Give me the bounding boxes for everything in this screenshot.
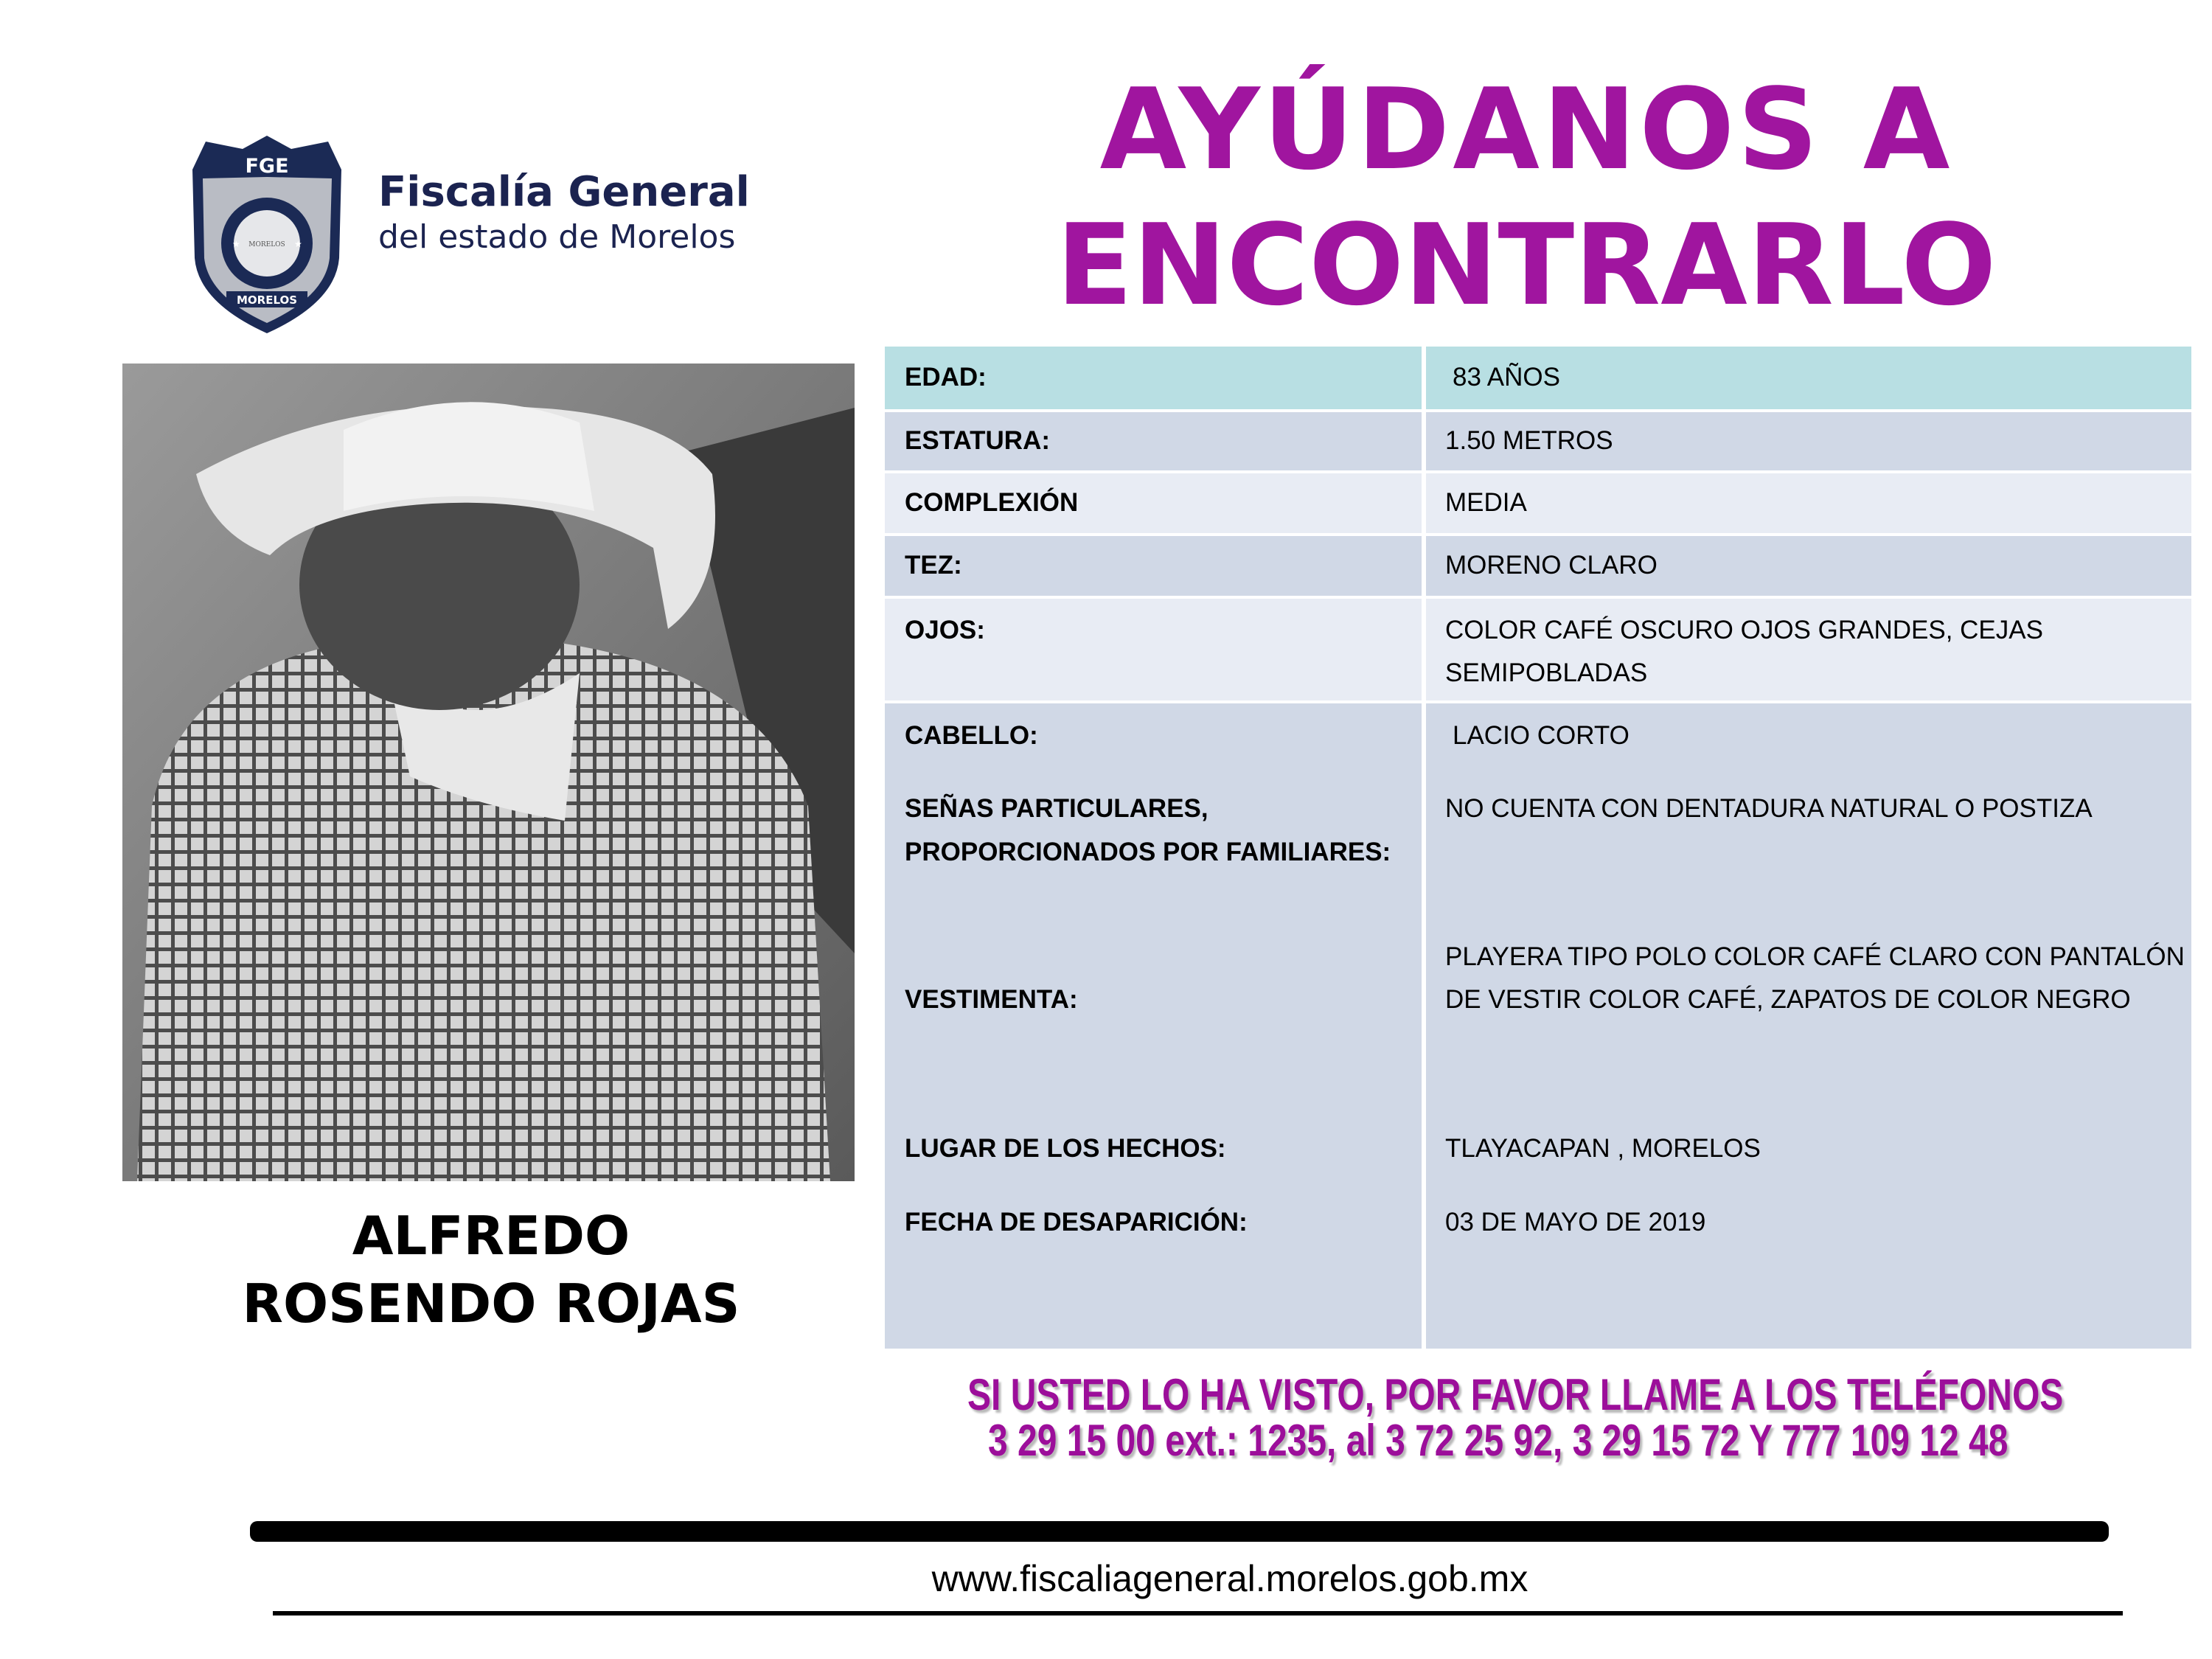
value-fecha: 03 DE MAYO DE 2019 [1445,1208,1706,1237]
person-name-line1: ALFREDO [352,1205,630,1267]
value-lugar: TLAYACAPAN , MORELOS [1445,1134,1761,1163]
value-cabello: LACIO CORTO [1453,721,1630,750]
svg-text:MORELOS: MORELOS [248,241,285,248]
label-tez: TEZ: [905,551,962,580]
value-ojos-line1: COLOR CAFÉ OSCURO OJOS GRANDES, CEJAS [1445,616,2043,644]
label-cabello: CABELLO: [905,721,1038,750]
value-estatura: 1.50 METROS [1445,426,1613,455]
missing-person-photo [122,364,855,1181]
value-vestimenta-line2: DE VESTIR COLOR CAFÉ, ZAPATOS DE COLOR NEGRO [1445,985,2131,1014]
label-senas-line1: SEÑAS PARTICULARES, [905,794,1208,823]
headline-line2: ENCONTRARLO [1056,200,1997,330]
label-lugar: LUGAR DE LOS HECHOS: [905,1134,1226,1163]
org-name: Fiscalía General [378,168,750,216]
svg-text:★: ★ [294,239,302,249]
svg-text:FGE: FGE [245,155,289,178]
value-vestimenta-line1: PLAYERA TIPO POLO COLOR CAFÉ CLARO CON PANTALÓN [1445,942,2185,971]
label-complexion: COMPLEXIÓN [905,488,1079,517]
value-edad: 83 AÑOS [1453,363,1560,392]
value-ojos-line2: SEMIPOBLADAS [1445,658,1648,687]
divider-bar [250,1521,2109,1542]
row-ojos [885,599,2191,700]
row-complexion [885,473,2191,533]
value-tez: MORENO CLARO [1445,551,1658,580]
label-senas-line2: PROPORCIONADOS POR FAMILIARES: [905,838,1391,866]
website-url[interactable]: www.fiscaliageneral.morelos.gob.mx [931,1558,1528,1599]
headline-line1: AYÚDANOS A [1099,64,1953,195]
contact-phone-numbers: 3 29 15 00 ext.: 1235, al 3 72 25 92, 3 29 15 72 Y 777 109 12 48 [988,1416,2008,1465]
label-edad: EDAD: [905,363,987,392]
label-fecha: FECHA DE DESAPARICIÓN: [905,1208,1248,1237]
person-name-line2: ROSENDO ROJAS [242,1273,740,1335]
row-tez [885,536,2191,596]
svg-text:MORELOS: MORELOS [236,293,298,307]
row-estatura [885,412,2191,470]
contact-appeal: SI USTED LO HA VISTO, POR FAVOR LLAME A LOS TELÉFONOS [967,1370,2064,1419]
row-details-block [885,703,2191,1349]
label-vestimenta: VESTIMENTA: [905,985,1078,1014]
row-edad [885,347,2191,409]
svg-text:★: ★ [232,239,240,249]
value-senas: NO CUENTA CON DENTADURA NATURAL O POSTIZA [1445,794,2093,823]
org-subtitle: del estado de Morelos [378,218,736,256]
label-estatura: ESTATURA: [905,426,1051,455]
bottom-divider [273,1611,2123,1615]
label-ojos: OJOS: [905,616,985,644]
value-complexion: MEDIA [1445,488,1527,517]
fge-shield-logo [188,133,347,335]
